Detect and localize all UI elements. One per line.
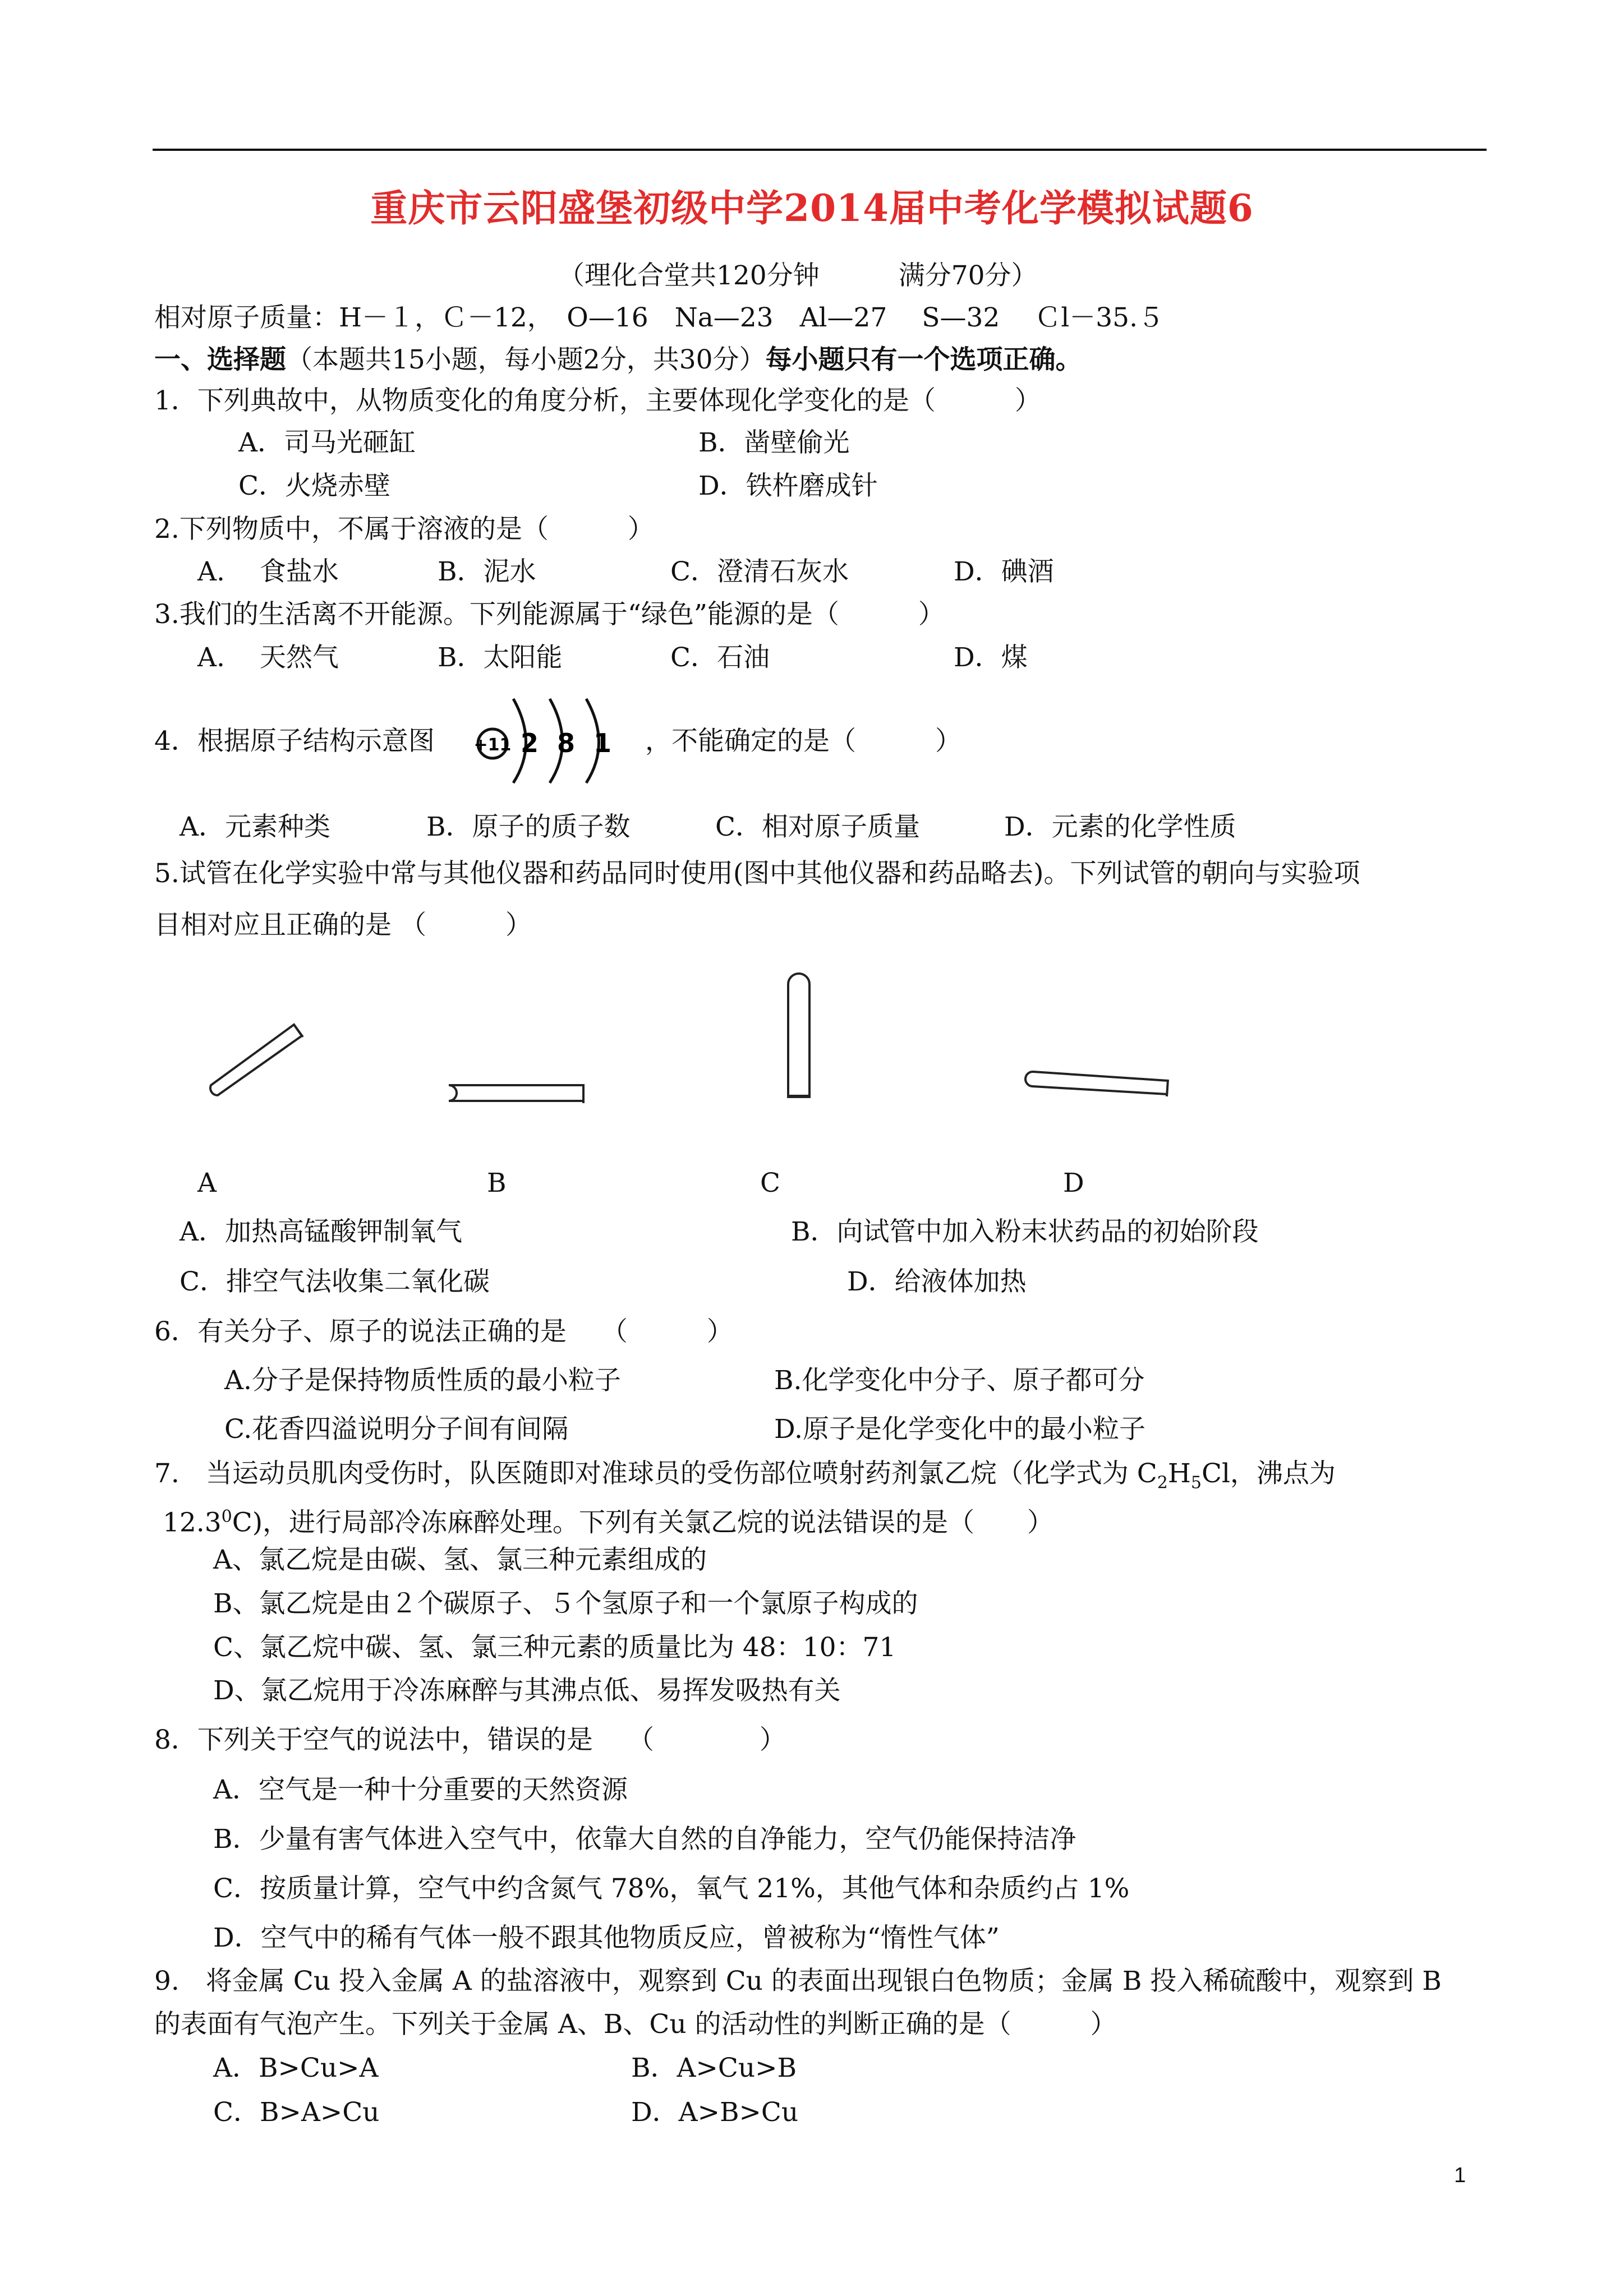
q5-stem-line1: 5.试管在化学实验中常与其他仪器和药品同时使用(图中其他仪器和药品略去)。下列试管的朝向与实验项 xyxy=(154,858,1360,889)
q1-option-d: D．铁杵磨成针 xyxy=(698,471,878,501)
q9-option-c: C．B>A>Cu xyxy=(213,2097,380,2128)
test-tube-a xyxy=(210,1025,303,1095)
q7-sub-2: 2 xyxy=(1157,1473,1168,1493)
q6-option-a: A.分子是保持物质性质的最小粒子 xyxy=(224,1365,621,1396)
q8-stem: 8．下列关于空气的说法中，错误的是 （ ） xyxy=(154,1725,786,1755)
q6-option-c: C.花香四溢说明分子间有间隔 xyxy=(224,1414,569,1445)
q9-option-a: A．B>Cu>A xyxy=(213,2053,379,2083)
q8-option-c: C．按质量计算，空气中约含氮气 78%，氧气 21%，其他气体和杂质约占 1% xyxy=(213,1873,1130,1904)
atomic-masses: 相对原子质量：H－１，Ｃ－12， O—16 Na—23 Al—27 S—32 Ｃl－35.５ xyxy=(154,302,1165,333)
q4-option-c: C．相对原子质量 xyxy=(715,812,920,842)
section-title: 一、选择题 xyxy=(154,344,286,375)
q7-line2-text: C)，进行局部冷冻麻醉处理。下列有关氯乙烷的说法错误的是（ ） xyxy=(232,1507,1054,1538)
test-tube-d xyxy=(1025,1072,1168,1096)
nucleus-label: +11 xyxy=(473,735,512,755)
q7-sub-5: 5 xyxy=(1190,1473,1202,1493)
q3-option-b: B．太阳能 xyxy=(438,642,563,673)
q1-option-c: C．火烧赤壁 xyxy=(238,471,390,501)
q1-option-a: A．司马光砸缸 xyxy=(238,427,416,458)
q7-option-b: B、氯乙烷是由２个碳原子、５个氢原子和一个氯原子构成的 xyxy=(213,1588,918,1619)
q7-option-d: D、氯乙烷用于冷冻麻醉与其沸点低、易挥发吸热有关 xyxy=(213,1675,841,1706)
q3-option-d: D．煤 xyxy=(954,642,1028,673)
q9-option-b: B．A>Cu>B xyxy=(631,2053,797,2083)
q5-option-a: A．加热高锰酸钾制氧气 xyxy=(180,1216,462,1247)
q9-stem-line2: 的表面有气泡产生。下列关于金属 A、B、Cu 的活动性的判断正确的是（ ） xyxy=(154,2009,1117,2040)
q4-option-d: D．元素的化学性质 xyxy=(1004,812,1236,842)
q7-option-a: A、氯乙烷是由碳、氢、氯三种元素组成的 xyxy=(213,1545,707,1575)
q1-option-b: B．凿壁偷光 xyxy=(698,427,850,458)
section-note: 每小题只有一个选项正确。 xyxy=(765,344,1082,375)
page-number: 1 xyxy=(1454,2164,1466,2187)
q8-option-a: A．空气是一种十分重要的天然资源 xyxy=(213,1774,628,1805)
q4-option-b: B．原子的质子数 xyxy=(426,812,631,842)
q4-stem-post: ，不能确定的是（ ） xyxy=(645,726,961,757)
q3-stem: 3.我们的生活离不开能源。下列能源属于“绿色”能源的是（ ） xyxy=(154,599,945,630)
test-tube-c xyxy=(787,974,811,1096)
q7-line2-temp: 12.3 xyxy=(163,1507,222,1538)
q6-option-d: D.原子是化学变化中的最小粒子 xyxy=(774,1414,1145,1445)
q3-option-c: C．石油 xyxy=(670,642,770,673)
atom-structure-diagram xyxy=(471,689,645,790)
q2-option-d: D．碘酒 xyxy=(954,556,1054,587)
page-title: 重庆市云阳盛堡初级中学2014届中考化学模拟试题6 xyxy=(370,186,1254,230)
q5-option-d: D．给液体加热 xyxy=(847,1266,1027,1297)
section-desc: （本题共15小题，每小题2分，共30分） xyxy=(286,344,766,375)
q4-stem-pre: 4．根据原子结构示意图 xyxy=(154,726,435,757)
test-tube-figures xyxy=(202,962,1414,1136)
q5-fig-label-d: D xyxy=(1063,1168,1084,1198)
q5-fig-label-a: A xyxy=(197,1168,217,1198)
test-tube-b xyxy=(449,1084,583,1103)
q5-fig-label-b: B xyxy=(487,1168,507,1198)
q7-degree-sup: 0 xyxy=(221,1507,232,1527)
q6-stem: 6．有关分子、原子的说法正确的是 （ ） xyxy=(154,1316,733,1347)
q7-formula-h: H xyxy=(1167,1458,1191,1489)
q8-option-d: D．空气中的稀有气体一般不跟其他物质反应，曾被称为“惰性气体” xyxy=(213,1922,1000,1953)
q7-line1-end: Cl，沸点为 xyxy=(1201,1458,1336,1489)
q5-option-b: B．向试管中加入粉末状药品的初始阶段 xyxy=(791,1216,1259,1247)
shell-2-electrons: 8 xyxy=(556,728,576,758)
q6-option-b: B.化学变化中分子、原子都可分 xyxy=(774,1365,1145,1396)
q5-stem-line2: 目相对应且正确的是 （ ） xyxy=(154,910,532,940)
q8-option-b: B．少量有害气体进入空气中，依靠大自然的自净能力，空气仍能保持洁净 xyxy=(213,1824,1076,1855)
shell-1-electrons: 2 xyxy=(520,728,539,758)
q4-option-a: A．元素种类 xyxy=(180,812,330,842)
q7-option-c: C、氯乙烷中碳、氢、氯三种元素的质量比为 48：10：71 xyxy=(213,1632,896,1663)
q7-stem-line2 xyxy=(163,1500,1053,1540)
q2-option-a: A. 食盐水 xyxy=(197,556,339,587)
q2-stem: 2.下列物质中，不属于溶液的是（ ） xyxy=(154,514,654,545)
q5-option-c: C．排空气法收集二氧化碳 xyxy=(180,1266,490,1297)
q2-option-c: C．澄清石灰水 xyxy=(670,556,849,587)
exam-info: （理化合堂共120分钟 满分70分） xyxy=(558,260,1038,291)
shell-3-electrons: 1 xyxy=(593,728,612,758)
q7-line1-text: 7. 当运动员肌肉受伤时，队医随即对准球员的受伤部位喷射药剂氯乙烷（化学式为 C xyxy=(154,1458,1157,1489)
q7-stem-line1 xyxy=(154,1457,1336,1500)
q3-option-a: A. 天然气 xyxy=(197,642,339,673)
q1-stem: 1．下列典故中，从物质变化的角度分析，主要体现化学变化的是（ ） xyxy=(154,385,1041,416)
q5-fig-label-c: C xyxy=(760,1168,780,1198)
header-rule xyxy=(153,149,1487,151)
q9-option-d: D．A>B>Cu xyxy=(631,2097,799,2128)
q9-stem-line1: 9. 将金属 Cu 投入金属 A 的盐溶液中，观察到 Cu 的表面出现银白色物质；金属 B 投入稀硫酸中，观察到 B xyxy=(154,1966,1442,1997)
section-heading xyxy=(154,343,1082,377)
q2-option-b: B．泥水 xyxy=(438,556,536,587)
